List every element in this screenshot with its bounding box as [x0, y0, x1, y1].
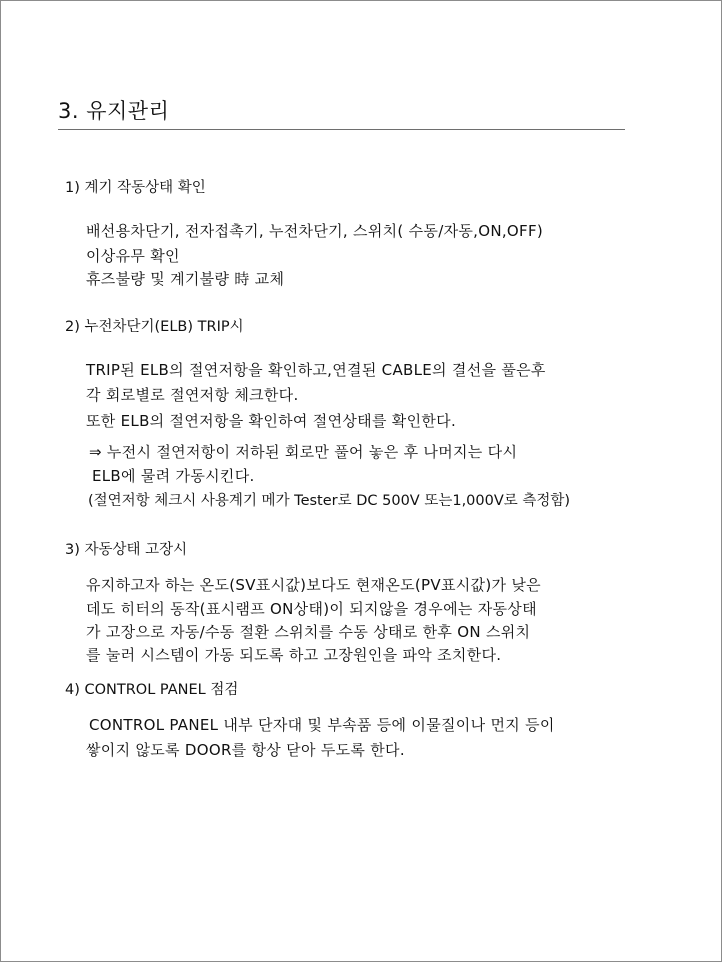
s3-line-4: 를 눌러 시스템이 가동 되도록 하고 고장원인을 파악 조치한다. — [86, 646, 502, 664]
s1-heading: 1) 계기 작동상태 확인 — [65, 180, 206, 196]
s2-line-6: (절연저항 체크시 사용계기 메가 Tester로 DC 500V 또는1,000V로 측정함) — [88, 493, 571, 509]
s3-line-2: 데도 히터의 동작(표시램프 ON상태)이 되지않을 경우에는 자동상태 — [86, 600, 537, 618]
s4-line-1: CONTROL PANEL 내부 단자대 및 부속품 등에 이물질이나 먼지 등이 — [89, 716, 555, 734]
s2-heading: 2) 누전차단기(ELB) TRIP시 — [65, 319, 244, 335]
s4-line-2: 쌓이지 않도록 DOOR를 항상 닫아 두도록 한다. — [86, 741, 405, 759]
s2-line-3: 또한 ELB의 절연저항을 확인하여 절연상태를 확인한다. — [86, 412, 457, 430]
s4-heading: 4) CONTROL PANEL 점검 — [65, 682, 239, 698]
s3-heading: 3) 자동상태 고장시 — [65, 542, 188, 558]
s2-line-4: ⇒ 누전시 절연저항이 저하된 회로만 풀어 놓은 후 나머지는 다시 — [89, 443, 518, 461]
s2-line-1: TRIP된 ELB의 절연저항을 확인하고,연결된 CABLE의 결선을 풀은후 — [86, 361, 546, 379]
s1-line-2: 이상유무 확인 — [86, 247, 180, 265]
s2-line-2: 각 회로별로 절연저항 체크한다. — [86, 386, 299, 404]
s3-line-1: 유지하고자 하는 온도(SV표시값)보다도 현재온도(PV표시값)가 낮은 — [86, 576, 541, 594]
s3-line-3: 가 고장으로 자동/수동 절환 스위치를 수동 상태로 한후 ON 스위치 — [86, 623, 531, 641]
s1-line-1: 배선용차단기, 전자접촉기, 누전차단기, 스위치( 수동/자동,ON,OFF) — [86, 222, 544, 240]
section-title: 3. 유지관리 — [58, 99, 170, 123]
title-divider — [58, 129, 625, 130]
s2-line-5: ELB에 물려 가동시킨다. — [92, 467, 255, 485]
s1-line-3: 휴즈불량 및 계기불량 時 교체 — [86, 270, 285, 288]
